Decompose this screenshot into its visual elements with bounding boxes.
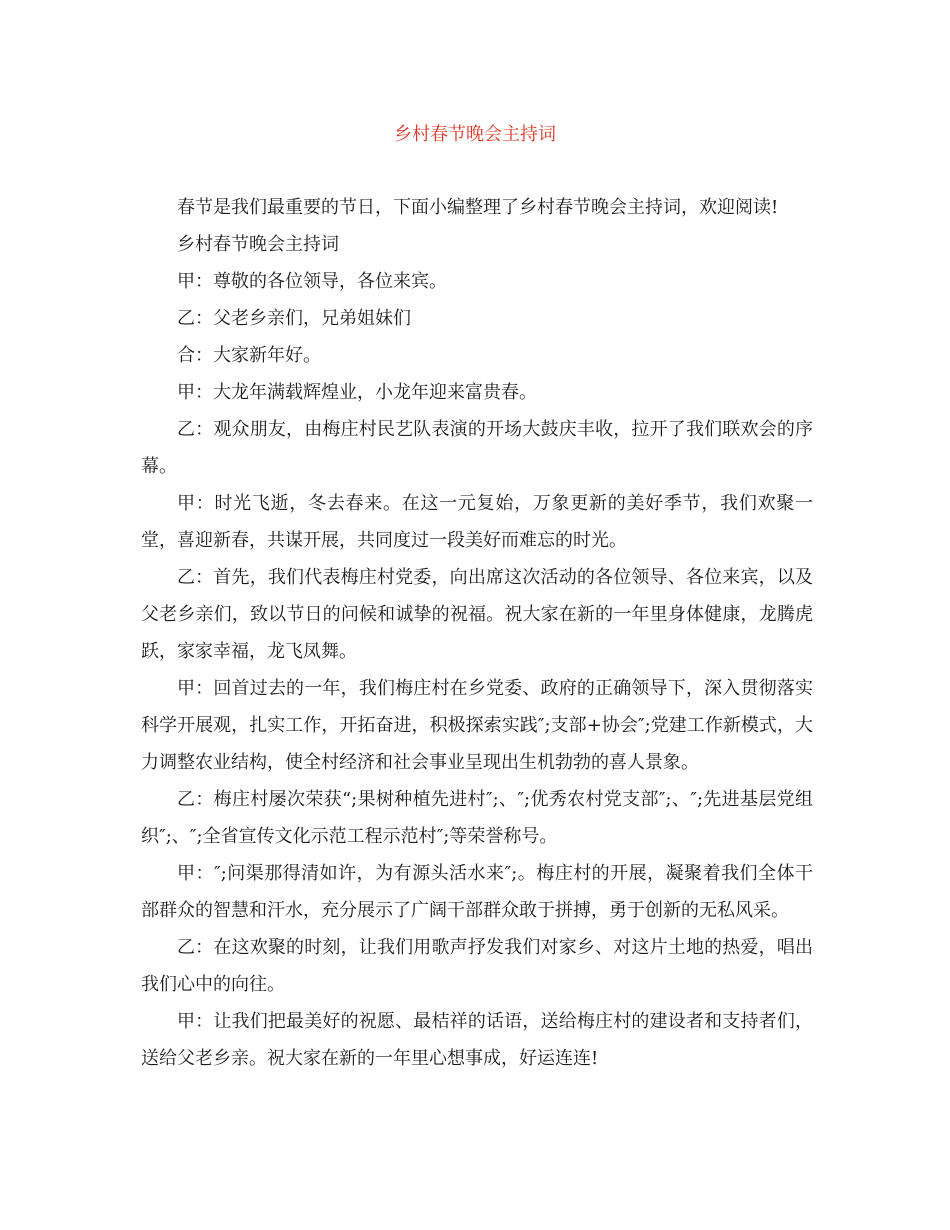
paragraph-subtitle: 乡村春节晚会主持词 — [177, 234, 339, 255]
paragraph: 乙：在这欢聚的时刻，让我们用歌声抒发我们对家乡、对这片土地的热爱，唱出我们心中的向往。 — [141, 937, 813, 995]
paragraph: 合：大家新年好。 — [177, 345, 321, 366]
paragraph: 乙：观众朋友，由梅庄村民艺队表演的开场大鼓庆丰收，拉开了我们联欢会的序幕。 — [141, 419, 813, 477]
paragraph: 乙：首先，我们代表梅庄村党委，向出席这次活动的各位领导、各位来宾，以及父老乡亲们，致以节日的问候和诚挚的祝福。祝大家在新的一年里身体健康，龙腾虎跃，家家幸福，龙飞凤舞。 — [141, 567, 813, 662]
paragraph-intro: 春节是我们最重要的节日，下面小编整理了乡村春节晚会主持词，欢迎阅读! — [177, 197, 779, 218]
paragraph: 甲：回首过去的一年，我们梅庄村在乡党委、政府的正确领导下，深入贯彻落实科学开展观，扎实工作，开拓奋进，积极探索实践″;支部+协会″;党建工作新模式，大力调整农业结构，使全村经济和社会事业呈现出生机勃勃的喜人景象。 — [141, 678, 813, 773]
paragraph: 乙：梅庄村屡次荣获“;果树种植先进村″;、″;优秀农村党支部″;、″;先进基层党组织″;、″;全省宣传文化示范工程示范村″;等荣誉称号。 — [141, 789, 813, 847]
paragraph: 甲：尊敬的各位领导，各位来宾。 — [177, 271, 447, 292]
paragraph: 甲：时光飞逝，冬去春来。在这一元复始，万象更新的美好季节，我们欢聚一堂，喜迎新春，共谋开展，共同度过一段美好而难忘的时光。 — [141, 493, 813, 551]
paragraph: 乙：父老乡亲们，兄弟姐妹们 — [177, 308, 411, 329]
document-body — [141, 189, 813, 1077]
paragraph: 甲：″;问渠那得清如许，为有源头活水来″;。梅庄村的开展，凝聚着我们全体干部群众的智慧和汗水，充分展示了广阔干部群众敢于拼搏，勇于创新的无私风采。 — [141, 863, 813, 921]
paragraph: 甲：大龙年满载辉煌业，小龙年迎来富贵春。 — [177, 382, 537, 403]
document-title: 乡村春节晚会主持词 — [394, 124, 556, 145]
paragraph: 甲：让我们把最美好的祝愿、最桔祥的话语，送给梅庄村的建设者和支持者们，送给父老乡亲。祝大家在新的一年里心想事成，好运连连! — [141, 1011, 813, 1069]
